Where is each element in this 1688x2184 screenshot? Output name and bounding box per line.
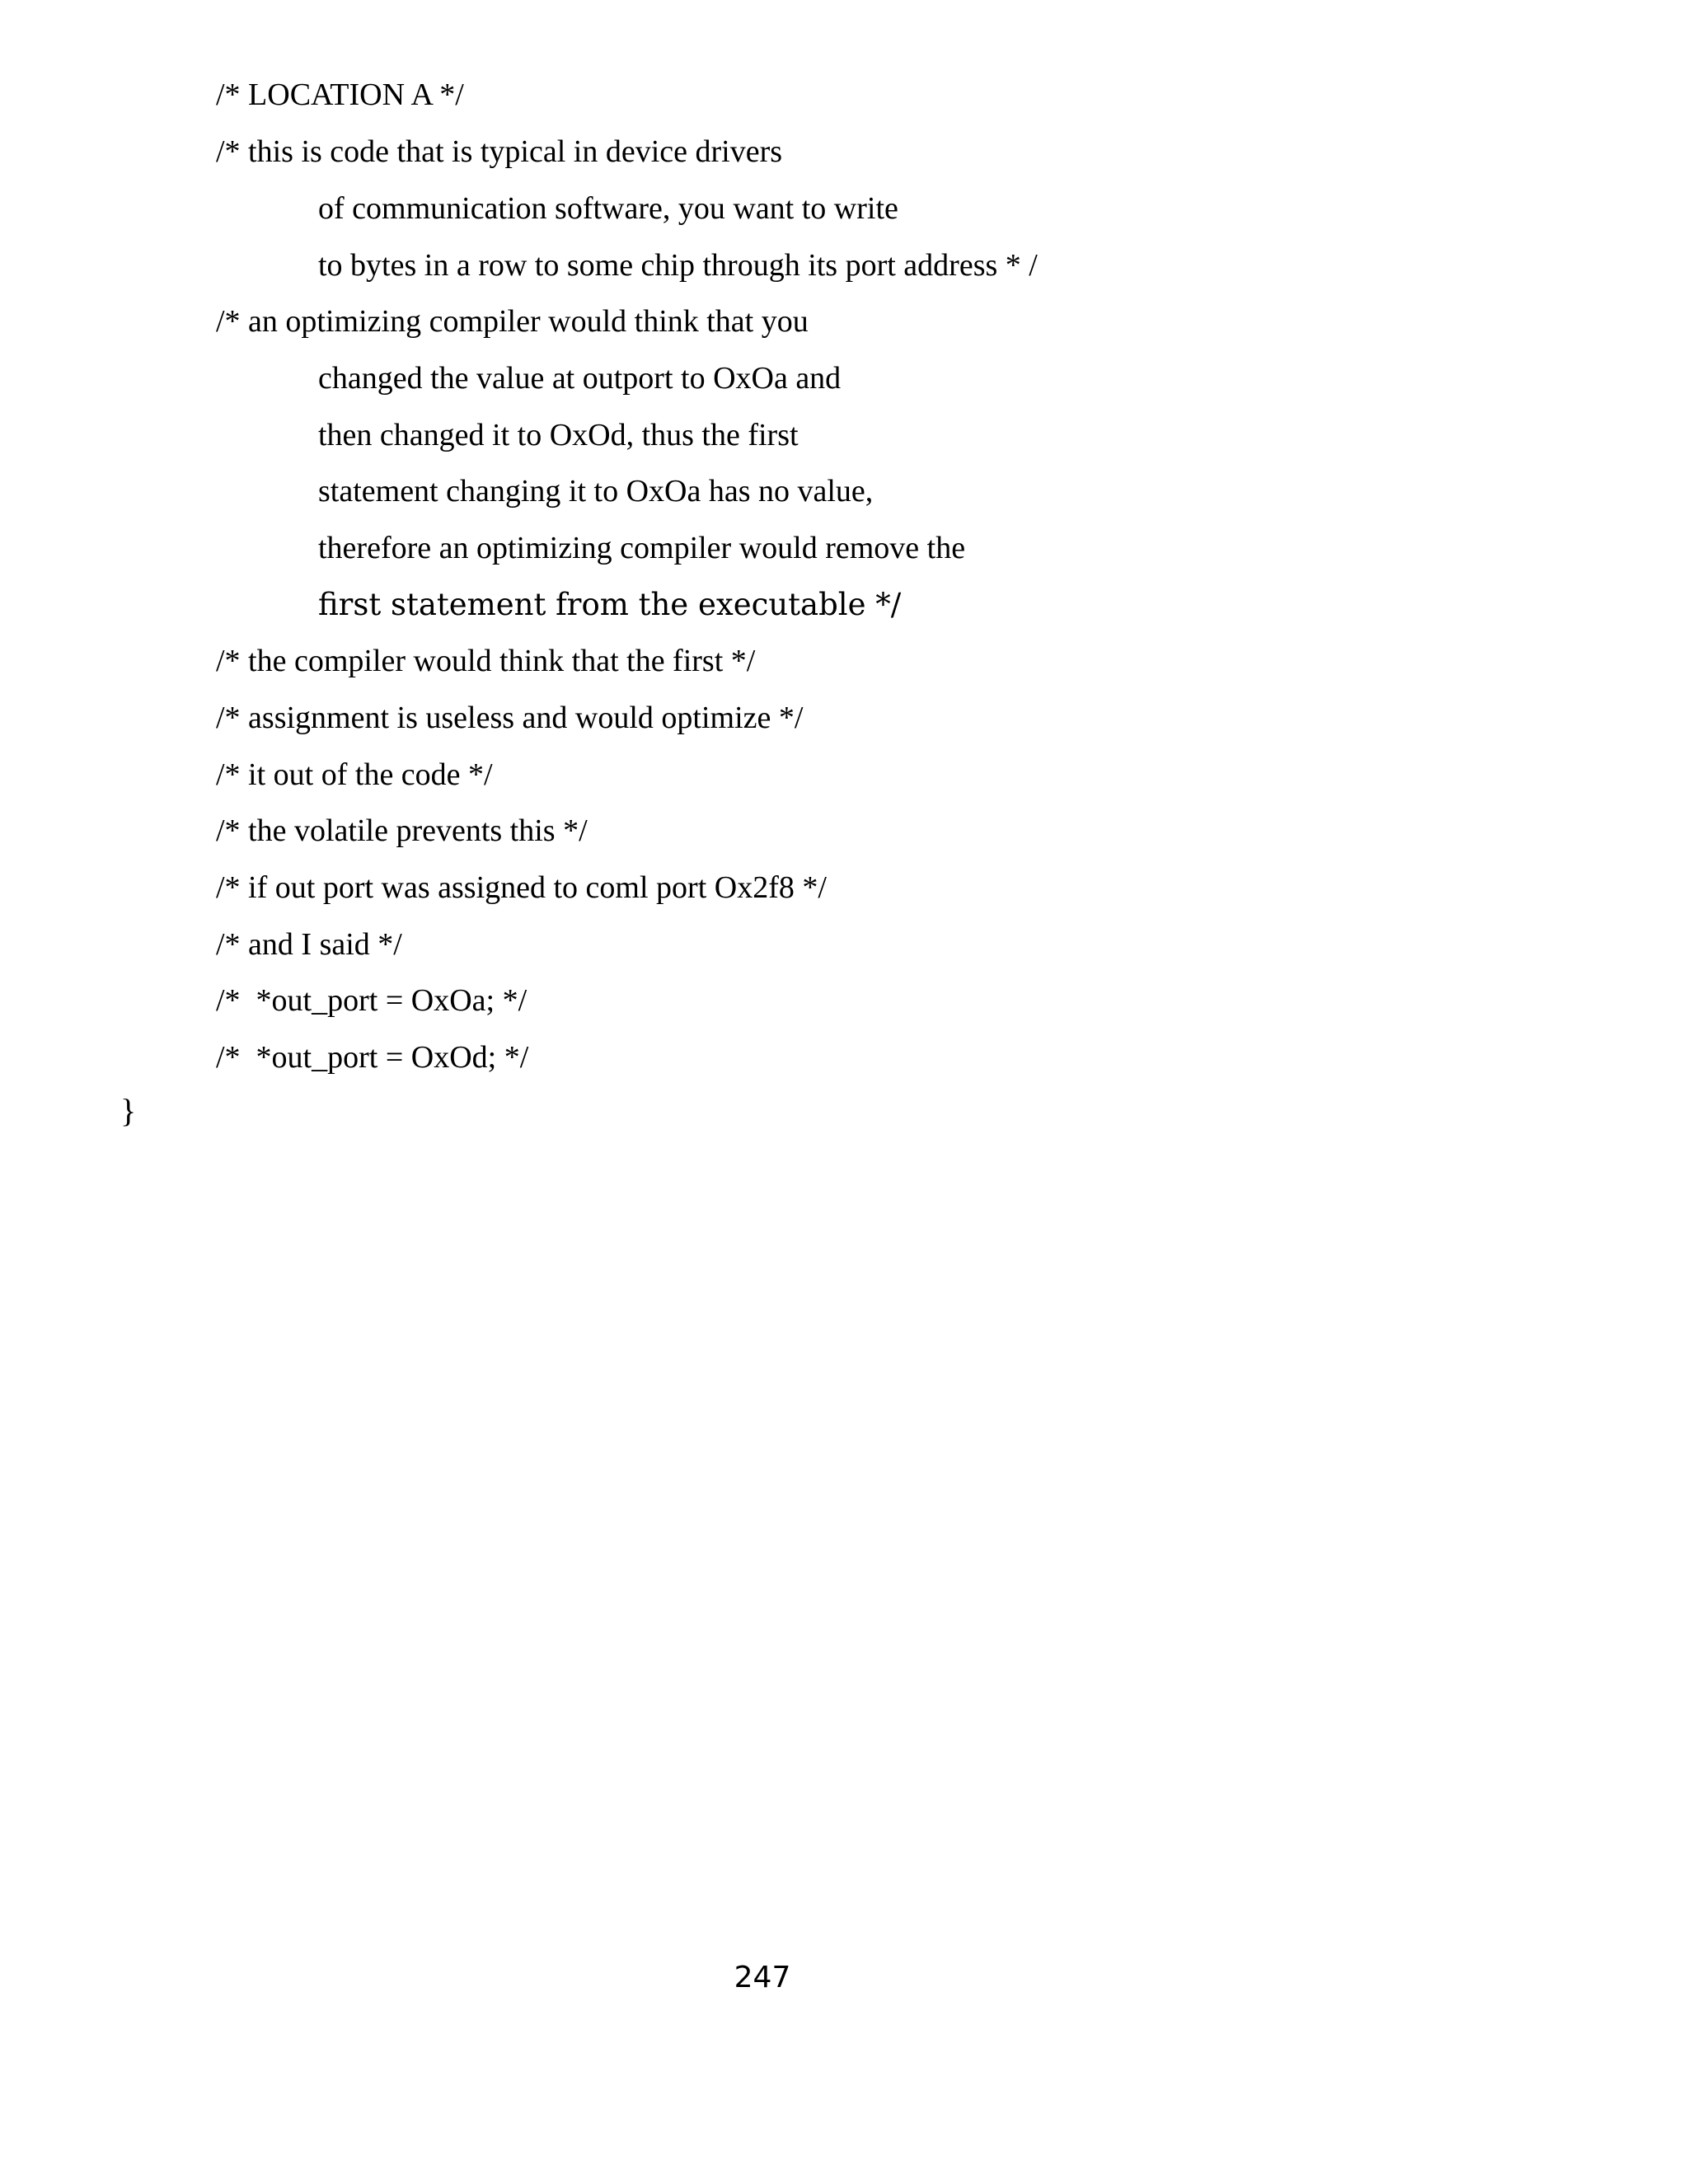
comment-compiler-think: /* the compiler would think that the first */ (216, 644, 756, 678)
comment-assignment-useless: /* assignment is useless and would optimize */ (216, 701, 804, 735)
comment-optimizing-line-5: therefore an optimizing compiler would remove the (318, 531, 966, 565)
comment-location-a: /* LOCATION A */ (216, 77, 464, 112)
comment-if-out-port: /* if out port was assigned to coml port Ox2f8 */ (216, 870, 827, 905)
page-number: 247 (734, 1961, 791, 1994)
comment-volatile-prevents: /* the volatile prevents this */ (216, 813, 588, 848)
comment-typical-line-3: to bytes in a row to some chip through its port address * / (318, 248, 1038, 283)
comment-typical-line-2: of communication software, you want to write (318, 191, 898, 226)
comment-optimizing-line-6: first statement from the executable */ (318, 587, 902, 622)
closing-brace: } (120, 1092, 137, 1129)
comment-assign-oa: /* *out_port = OxOa; */ (216, 983, 528, 1018)
comment-typical-line-1: /* this is code that is typical in device drivers (216, 134, 783, 169)
comment-optimizing-line-4: statement changing it to OxOa has no value, (318, 474, 874, 509)
comment-optimizing-line-2: changed the value at outport to OxOa and (318, 361, 842, 396)
comment-and-i-said: /* and I said */ (216, 927, 402, 962)
comment-out-of-code: /* it out of the code */ (216, 757, 493, 792)
comment-optimizing-line-1: /* an optimizing compiler would think that you (216, 304, 809, 339)
comment-optimizing-line-3: then changed it to OxOd, thus the first (318, 418, 799, 452)
comment-assign-od: /* *out_port = OxOd; */ (216, 1040, 529, 1075)
